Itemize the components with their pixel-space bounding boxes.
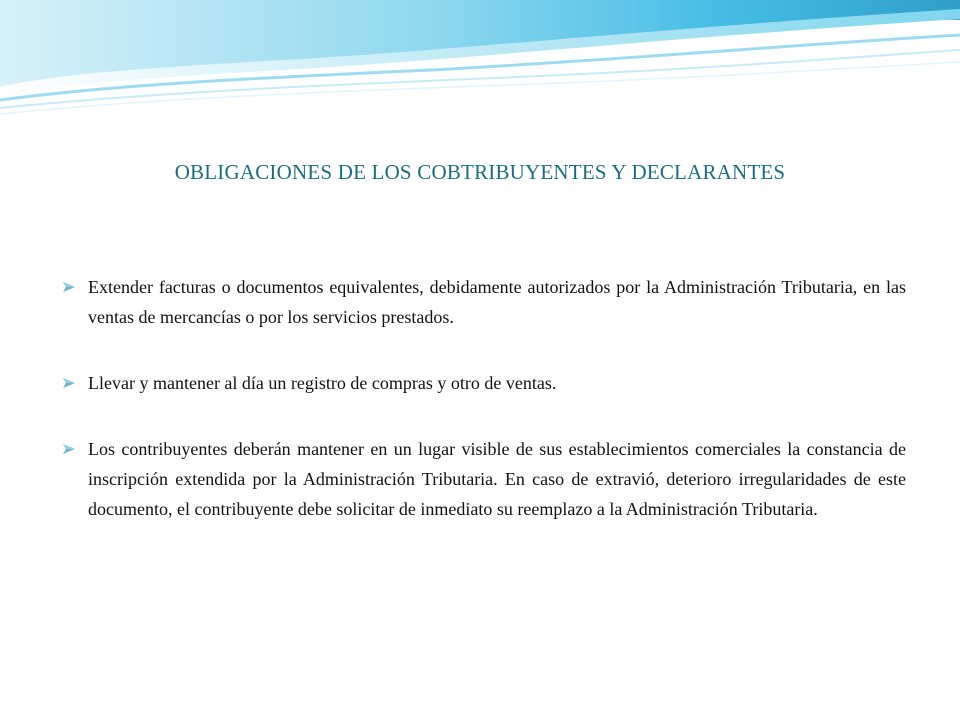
bullet-text: Llevar y mantener al día un registro de compras y otro de ventas. [88, 373, 557, 393]
arrow-bullet-icon [62, 443, 76, 455]
list-item [62, 272, 906, 332]
arrow-bullet-icon [62, 377, 76, 389]
bullet-text: Los contribuyentes deberán mantener en un lugar visible de sus establecimientos comerciales la constancia de inscripción extendida por la Administración Tributaria. En caso de extravió, deterioro irregularidades de este documento, el contribuyente debe solicitar de inmediato su reemplazo a la Administración Tributaria. [88, 439, 906, 519]
bullet-text: Extender facturas o documentos equivalentes, debidamente autorizados por la Administración Tributaria, en las ventas de mercancías o por los servicios prestados. [88, 277, 906, 327]
arrow-bullet-icon [62, 281, 76, 293]
list-item [62, 434, 906, 524]
wave-header-decoration [0, 0, 960, 120]
list-item [62, 368, 906, 398]
bullet-list [62, 272, 906, 560]
slide-title: OBLIGACIONES DE LOS COBTRIBUYENTES Y DECLARANTES [174, 160, 786, 184]
